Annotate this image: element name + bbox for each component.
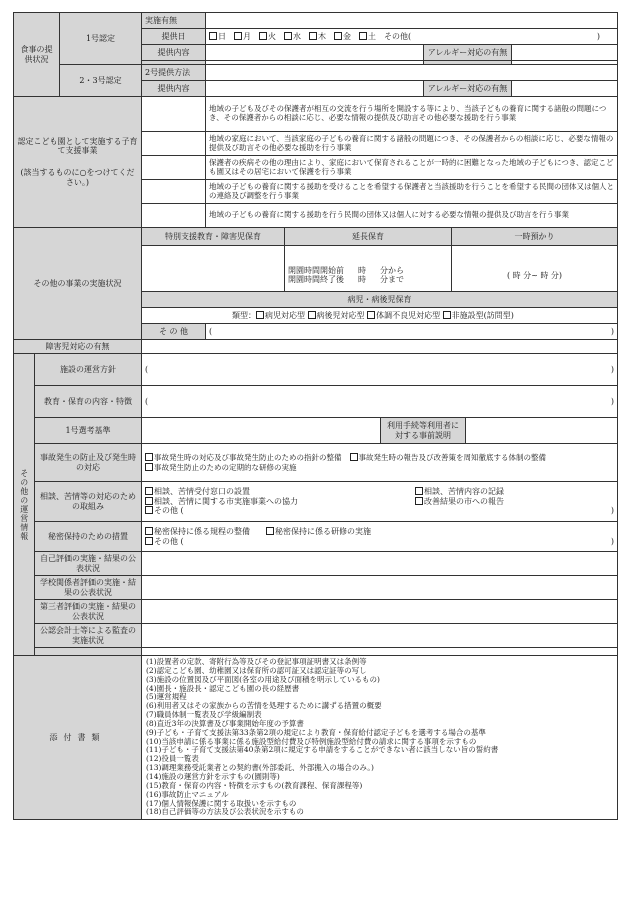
day-checkbox-tue[interactable] bbox=[259, 32, 267, 40]
childcare-support-item: 地域の子どもの養育に関する援助を行う民間の団体又は個人に対する必要な情報の提供及び助言を行う事業 bbox=[206, 204, 618, 228]
childcare-mark-4[interactable] bbox=[142, 180, 206, 204]
procedure-note-label: 利用手続等利用者に対する事前説明 bbox=[381, 418, 466, 444]
childcare-support-item: 保護者の疾病その他の理由により、家庭において保育されることが一時的に困難となった地域の子どもにつき、認定こども園又はその居宅において保護を行う事業 bbox=[206, 156, 618, 180]
complaint-field: 相談、苦情受付窓口の設置 相談、苦情内容の記録 相談、苦情に関する市実施事業への協力 改善結果の市への報告 その他 ( ) bbox=[142, 482, 618, 522]
childcare-mark-5[interactable] bbox=[142, 204, 206, 228]
day-checkbox-wed[interactable] bbox=[284, 32, 292, 40]
day-checkbox-mon[interactable] bbox=[234, 32, 242, 40]
sick-type-checkbox[interactable] bbox=[308, 311, 316, 319]
childcare-support-item: 地域の子どもの養育に関する援助を受けることを希望する保護者と当該援助を行うことを希望する民間の団体又は個人との連絡及び調整を行う事業 bbox=[206, 180, 618, 204]
attachment-item: (14)施設の運営方針を示すもの(園則等) bbox=[146, 771, 280, 781]
childcare-support-label: 認定こども園として実施する子育て支援事業 bbox=[17, 136, 138, 156]
sick-type-checkbox[interactable] bbox=[367, 311, 375, 319]
meal-type1-label: 1号認定 bbox=[60, 13, 142, 65]
other-business-other-label: そ の 他 bbox=[142, 324, 206, 340]
meal-allergy-field[interactable] bbox=[512, 45, 618, 61]
policy-label: 施設の運営方針 bbox=[35, 354, 142, 386]
meal-type2-method-field[interactable] bbox=[206, 65, 618, 81]
school-eval-field[interactable] bbox=[142, 576, 618, 600]
childcare-support-title bbox=[14, 97, 142, 228]
extended-care-field: 開園時間開始前 時 分から 開園時間終了後 時 分まで bbox=[285, 246, 452, 292]
attachment-item: (18)自己評価等の方法及び公表状況を示すもの bbox=[146, 807, 304, 817]
attachment-item: (6)利用者又はその家族からの苦情を処理するために講ずる措置の概要 bbox=[146, 701, 382, 711]
childcare-mark-3[interactable] bbox=[142, 156, 206, 180]
policy-field[interactable]: ( ) bbox=[142, 354, 618, 386]
special-support-header: 特別支援教育・障害児保育 bbox=[142, 228, 285, 246]
attachment-item: (13)調理業務受託業者との契約書(外部委託、外部搬入の場合のみ。) bbox=[146, 763, 374, 773]
day-checkbox-thu[interactable] bbox=[309, 32, 317, 40]
cpa-audit-label: 公認会計士等による監査の実施状況 bbox=[35, 624, 142, 648]
attachment-item: (1)設置者の定款、寄附行為等及びその登記事項証明書又は条例等 bbox=[146, 657, 367, 666]
other-business-title: その他の事業の実施状況 bbox=[14, 228, 142, 340]
open-start-label: 開園時間開始前 bbox=[288, 265, 344, 275]
day-checkbox-sun[interactable] bbox=[209, 32, 217, 40]
childcare-support-item: 地域の家庭において、当該家庭の子どもの養育に関する諸般の問題につき、その保護者からの相談に応じ、必要な情報の提供及び助言その他必要な援助を行う事業 bbox=[206, 132, 618, 156]
form-table bbox=[13, 12, 618, 820]
attachment-item: (10)当該申請に係る事業に係る施設型給付費及び特例施設型給付費の請求に関する事項を示すもの bbox=[146, 736, 477, 746]
open-end-label: 開園時間終了後 bbox=[288, 275, 344, 285]
application-form-sheet bbox=[13, 12, 617, 820]
third-eval-label: 第三者評価の実施・結果の公表状況 bbox=[35, 600, 142, 624]
type1-criteria-field[interactable] bbox=[142, 418, 381, 444]
type1-criteria-label: 1号選考基準 bbox=[35, 418, 142, 444]
school-eval-label: 学校関係者評価の実施・結果の公表状況 bbox=[35, 576, 142, 600]
extended-care-header: 延長保育 bbox=[285, 228, 452, 246]
day-checkbox-fri[interactable] bbox=[334, 32, 342, 40]
attachment-item: (7)職員体制一覧表及び学級編制表 bbox=[146, 710, 262, 720]
meal-provision-days-label: 提供日 bbox=[142, 29, 206, 45]
attachments-list bbox=[142, 656, 618, 820]
attachment-item: (8)直近3年の決算書及び事業開始年度の予算書 bbox=[146, 718, 304, 728]
attachment-item: (16)事故防止マニュアル bbox=[146, 789, 229, 799]
attachment-item: (12)役員一覧表 bbox=[146, 754, 199, 764]
meal-type23-content-label: 提供内容 bbox=[142, 81, 206, 97]
attachment-item: (2)認定こども園、幼稚園又は保育所の認可証又は認定証等の写し bbox=[146, 665, 367, 675]
meal-section-title: 食事の提供状況 bbox=[14, 13, 60, 97]
procedure-note-field[interactable] bbox=[466, 418, 618, 444]
attachment-item: (15)教育・保育の内容・特徴を示すもの(教育課程、保育課程等) bbox=[146, 780, 363, 790]
self-eval-field[interactable] bbox=[142, 552, 618, 576]
childcare-mark-2[interactable] bbox=[142, 132, 206, 156]
accident-label: 事故発生の防止及び発生時の対応 bbox=[35, 444, 142, 482]
meal-allergy-label: アレルギー対応の有無 bbox=[424, 45, 512, 61]
meal-type23-content-field[interactable] bbox=[206, 81, 424, 97]
attachment-item: (4)園長・施設長・認定こども園の長の経歴書 bbox=[146, 683, 300, 693]
meal-days-field: 日 月 火 水 木 金 土 その他( ) bbox=[206, 29, 618, 45]
sick-type-checkbox[interactable] bbox=[443, 311, 451, 319]
sick-type-checkbox[interactable] bbox=[256, 311, 264, 319]
meal-type23-label: 2・3号認定 bbox=[60, 65, 142, 97]
meal-type2-method-label: 2号提供方法 bbox=[142, 65, 206, 81]
self-eval-label: 自己評価の実施・結果の公表状況 bbox=[35, 552, 142, 576]
meal-provision-content-field[interactable] bbox=[206, 45, 424, 61]
meal-implementation-label: 実施有無 bbox=[142, 13, 206, 29]
attachment-item: (5)運営規程 bbox=[146, 692, 187, 702]
sick-child-types: 類型： 病児対応型 病後児対応型 体調不良児対応型 非施設型(訪問型) bbox=[142, 308, 618, 324]
special-support-field[interactable] bbox=[142, 246, 285, 292]
days-other-label: その他( bbox=[384, 31, 412, 41]
confidentiality-label: 秘密保持のための措置 bbox=[35, 522, 142, 552]
attachment-item: (9)子ども・子育て支援法第33条第2項の規定により教育・保育給付認定子どもを選考する場合の基準 bbox=[146, 727, 486, 737]
accident-field: 事故発生時の対応及び事故発生防止のための指針の整備 事故発生時の報告及び改善策を周知徹底する体制の整備 事故発生防止のための定期的な研修の実施 bbox=[142, 444, 618, 482]
cpa-audit-field[interactable] bbox=[142, 624, 618, 648]
sick-child-header: 病児・病後児保育 bbox=[142, 292, 618, 308]
disabled-children-field[interactable] bbox=[142, 340, 618, 354]
temporary-care-field[interactable]: ( 時 分~ 時 分) bbox=[452, 246, 618, 292]
education-field[interactable]: ( ) bbox=[142, 386, 618, 418]
other-business-other-field[interactable]: ( ) bbox=[206, 324, 618, 340]
meal-implementation-field[interactable] bbox=[206, 13, 618, 29]
childcare-support-item: 地域の子ども及びその保護者が相互の交流を行う場所を開設する等により、当該子どもの養育に関する諸般の問題につき、その保護者からの相談に応じ、必要な情報の提供及び助言その他必要な援助を行う事業 bbox=[206, 97, 618, 132]
disabled-children-label: 障害児対応の有無 bbox=[14, 340, 142, 354]
attachment-item: (3)施設の位置図及び平面図(各室の用途及び面積を明示しているもの) bbox=[146, 674, 380, 684]
operations-title: その他の運営情報 bbox=[14, 354, 35, 656]
temporary-care-header: 一時預かり bbox=[452, 228, 618, 246]
confidentiality-field: 秘密保持に係る規程の整備 秘密保持に係る研修の実施 その他 ( ) bbox=[142, 522, 618, 552]
childcare-support-note: (該当するものに○をつけてください。) bbox=[20, 168, 135, 187]
education-label: 教育・保育の内容・特徴 bbox=[35, 386, 142, 418]
meal-provision-content-label: 提供内容 bbox=[142, 45, 206, 61]
third-eval-field[interactable] bbox=[142, 600, 618, 624]
meal-type23-allergy-label: アレルギー対応の有無 bbox=[424, 81, 512, 97]
attachments-title: 添付書類 bbox=[14, 656, 142, 820]
complaint-label: 相談、苦情等の対応のための取組み bbox=[35, 482, 142, 522]
meal-type23-allergy-field[interactable] bbox=[512, 81, 618, 97]
attachment-item: (11)子ども・子育て支援法第40条第2項に規定する申請をすることができない者に該当しない旨の誓約書 bbox=[146, 745, 499, 755]
attachment-item: (17)個人情報保護に関する取扱いを示すもの bbox=[146, 798, 297, 808]
childcare-mark-1[interactable] bbox=[142, 97, 206, 132]
day-checkbox-sat[interactable] bbox=[359, 32, 367, 40]
